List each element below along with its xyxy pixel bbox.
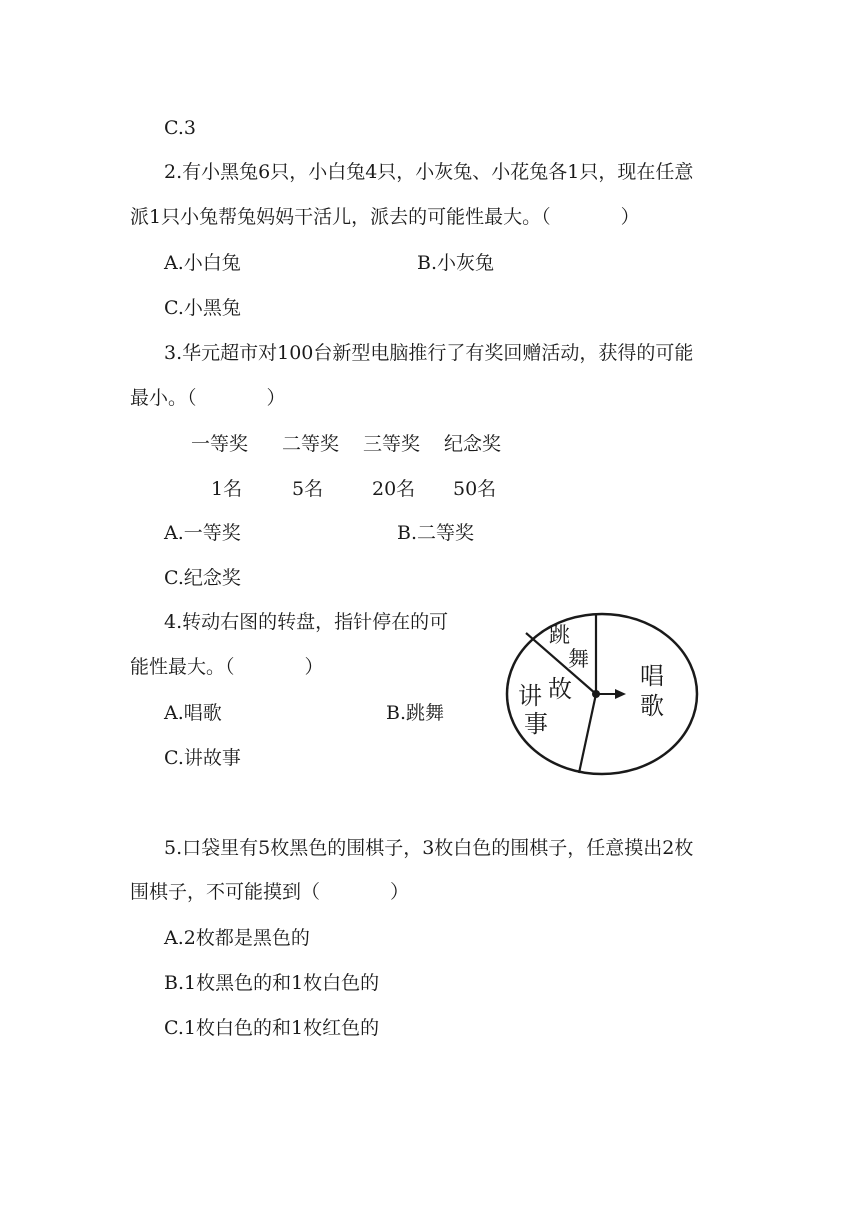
sector-left-char-2: 故: [548, 675, 572, 703]
q2-option-c: C.小黑兔: [164, 297, 241, 319]
q2-close-paren: ）: [620, 206, 640, 228]
q4-option-c: C.讲故事: [164, 747, 241, 769]
q3-count-1: 1名: [211, 478, 243, 500]
q3-stem-line2: [130, 386, 286, 410]
q3-prize-4: 纪念奖: [444, 433, 502, 455]
divider-bottom: [579, 694, 596, 773]
pointer-arrowhead: [615, 689, 626, 699]
q3-option-c: C.纪念奖: [164, 567, 241, 589]
q4-stem-text: 能性最大。（: [130, 656, 235, 678]
q5-close-paren: ）: [390, 881, 410, 903]
spinner-diagram: [486, 604, 718, 790]
q5-option-a: A.2枚都是黑色的: [164, 927, 310, 949]
q2-stem-line2: [130, 205, 640, 229]
q4-option-b: B.跳舞: [386, 702, 445, 724]
sector-right-char-1: 唱: [640, 662, 664, 690]
q4-stem-line1: 4.转动右图的转盘，指针停在的可: [164, 611, 449, 633]
sector-right-char-2: 歌: [640, 692, 664, 720]
spinner-center: [592, 690, 600, 698]
q3-prize-3: 三等奖: [363, 433, 421, 455]
sector-left-char-3: 事: [524, 710, 548, 738]
q1-option-c: C.3: [164, 117, 196, 139]
q5-option-b: B.1枚黑色的和1枚白色的: [164, 972, 380, 994]
sector-top-char-1: 跳: [549, 623, 570, 647]
q4-close-paren: ）: [304, 656, 324, 678]
q3-count-4: 50名: [453, 478, 497, 500]
q4-stem-line2: [130, 655, 324, 679]
q5-stem-line2: [130, 880, 409, 904]
q2-stem-text: 派1只小兔帮兔妈妈干活儿，派去的可能性最大。（: [130, 206, 551, 228]
sector-top-char-2: 舞: [568, 647, 589, 671]
q3-count-2: 5名: [292, 478, 324, 500]
q2-option-a: A.小白兔: [164, 252, 241, 274]
q3-count-3: 20名: [372, 478, 416, 500]
q5-stem-line1: 5.口袋里有5枚黑色的围棋子，3枚白色的围棋子，任意摸出2枚: [164, 837, 694, 859]
q5-option-c: C.1枚白色的和1枚红色的: [164, 1017, 380, 1039]
q3-stem-text: 最小。（: [130, 387, 197, 409]
q3-option-a: A.一等奖: [164, 522, 241, 544]
sector-left-char-1: 讲: [518, 682, 542, 710]
q3-prize-1: 一等奖: [191, 433, 249, 455]
q2-stem-line1: 2.有小黑兔6只，小白兔4只，小灰兔、小花兔各1只，现在任意: [164, 161, 694, 183]
q4-option-a: A.唱歌: [164, 702, 222, 724]
q3-prize-2: 二等奖: [282, 433, 340, 455]
q5-stem-text: 围棋子，不可能摸到（: [130, 881, 321, 903]
q3-close-paren: ）: [266, 387, 286, 409]
q3-stem-line1: 3.华元超市对100台新型电脑推行了有奖回赠活动，获得的可能: [164, 342, 694, 364]
q3-option-b: B.二等奖: [397, 522, 475, 544]
q2-option-b: B.小灰兔: [417, 252, 495, 274]
